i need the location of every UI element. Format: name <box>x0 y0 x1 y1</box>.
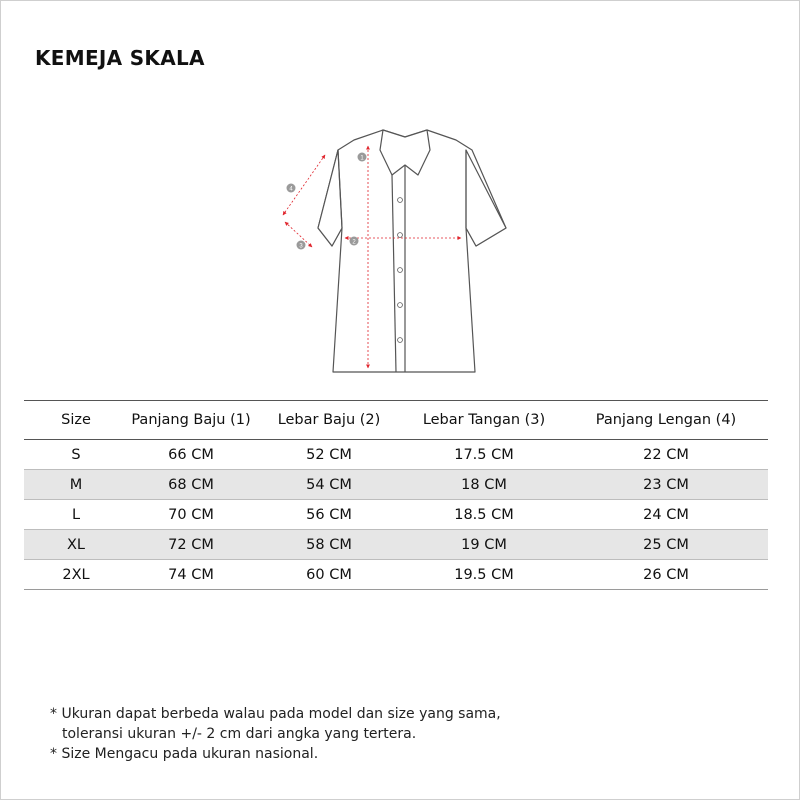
svg-text:2: 2 <box>352 239 356 246</box>
cell-value: 54 CM <box>254 470 404 500</box>
table-header-row <box>24 401 768 440</box>
marker-1 <box>358 153 367 162</box>
cell-size: L <box>24 500 128 530</box>
cell-value: 25 CM <box>564 530 768 560</box>
cell-value: 26 CM <box>564 560 768 590</box>
cell-value: 19 CM <box>404 530 564 560</box>
cell-value: 22 CM <box>564 440 768 470</box>
note-tolerance-cont: toleransi ukuran +/- 2 cm dari angka yang tertera. <box>62 726 417 742</box>
header-size: Size <box>24 401 128 440</box>
table-row <box>24 440 768 470</box>
cell-value: 74 CM <box>128 560 254 590</box>
cell-size: M <box>24 470 128 500</box>
svg-text:4: 4 <box>289 186 293 193</box>
header-lebar-tangan: Lebar Tangan (3) <box>404 401 564 440</box>
page-title: KEMEJA SKALA <box>35 46 205 70</box>
size-chart-table <box>24 400 768 590</box>
marker-4 <box>287 184 296 193</box>
cell-value: 18.5 CM <box>404 500 564 530</box>
cell-value: 17.5 CM <box>404 440 564 470</box>
cell-value: 24 CM <box>564 500 768 530</box>
cell-value: 60 CM <box>254 560 404 590</box>
cell-value: 72 CM <box>128 530 254 560</box>
cell-value: 68 CM <box>128 470 254 500</box>
right-sleeve <box>466 150 506 246</box>
cell-value: 19.5 CM <box>404 560 564 590</box>
svg-text:1: 1 <box>360 155 364 162</box>
cell-size: XL <box>24 530 128 560</box>
cell-size: 2XL <box>24 560 128 590</box>
cell-value: 23 CM <box>564 470 768 500</box>
cell-value: 66 CM <box>128 440 254 470</box>
table-row <box>24 500 768 530</box>
note-national-size: * Size Mengacu pada ukuran nasional. <box>50 746 319 762</box>
cell-size: S <box>24 440 128 470</box>
footnotes <box>50 704 501 764</box>
marker-3 <box>297 241 306 250</box>
cell-value: 70 CM <box>128 500 254 530</box>
cell-value: 58 CM <box>254 530 404 560</box>
cell-value: 18 CM <box>404 470 564 500</box>
header-lebar-baju: Lebar Baju (2) <box>254 401 404 440</box>
shirt-measurement-diagram <box>270 115 530 385</box>
table-row <box>24 470 768 500</box>
note-tolerance: * Ukuran dapat berbeda walau pada model dan size yang sama, <box>50 706 501 722</box>
marker-2 <box>350 237 359 246</box>
header-panjang-lengan: Panjang Lengan (4) <box>564 401 768 440</box>
cell-value: 52 CM <box>254 440 404 470</box>
table-row <box>24 530 768 560</box>
svg-text:3: 3 <box>299 243 303 250</box>
cell-value: 56 CM <box>254 500 404 530</box>
header-panjang-baju: Panjang Baju (1) <box>128 401 254 440</box>
table-row <box>24 560 768 590</box>
